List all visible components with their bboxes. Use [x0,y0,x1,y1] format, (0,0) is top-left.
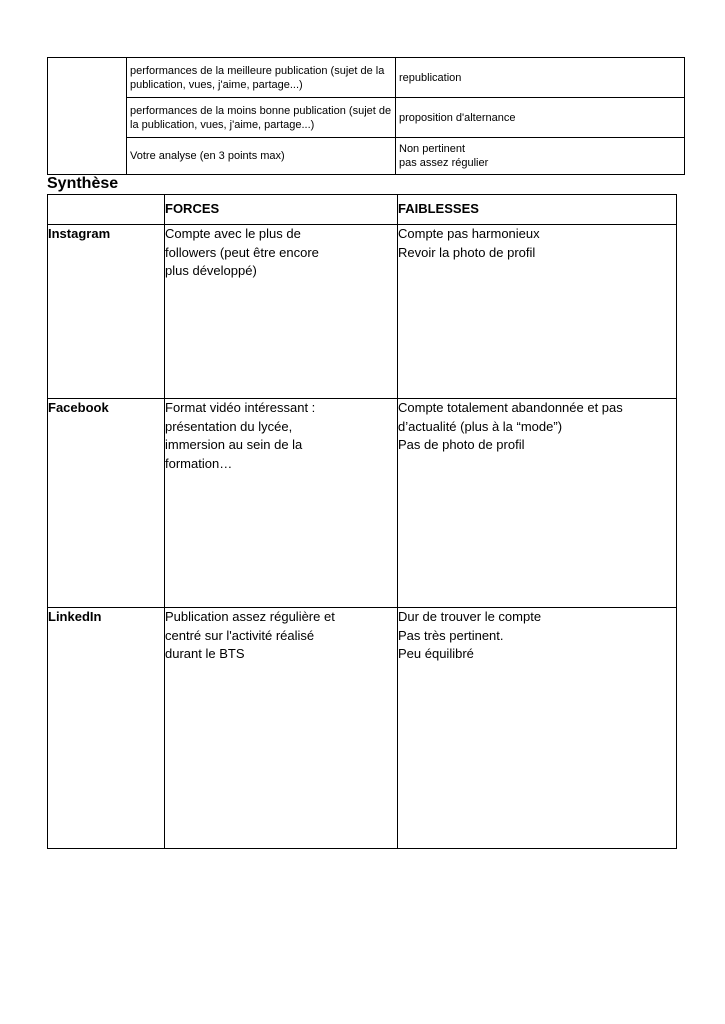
network-cell [48,608,165,849]
value-line: pas assez régulier [399,157,489,169]
forces-line: durant le BTS [165,646,245,661]
row-value [396,138,685,175]
header-faiblesses: FAIBLESSES [398,195,677,225]
faiblesses-line: d’actualité (plus à la “mode”) [398,418,563,434]
faiblesses-cell [398,225,677,399]
network-name: Facebook [48,400,109,415]
network-name: Instagram [48,226,111,241]
faiblesses-line: Compte pas harmonieux [398,226,540,241]
faiblesses-cell [398,608,677,849]
forces-line: immersion au sein de la [165,437,303,452]
forces-line: formation… [165,455,233,471]
row-label: performances de la moins bonne publication (sujet de la publication, vues, j'aime, partage...) [127,98,396,138]
synthesis-table [47,194,677,849]
analysis-table-continuation [47,57,685,175]
forces-line: plus développé) [165,263,257,278]
forces-line: followers (peut être encore [165,244,319,260]
header-row [48,195,677,225]
table-row-facebook [48,399,677,608]
row-value [396,58,685,98]
row-value [396,98,685,138]
table-row-linkedin [48,608,677,849]
forces-line: Format vidéo intéressant : [165,400,316,415]
forces-cell [165,608,398,849]
faiblesses-line: Revoir la photo de profil [398,244,536,260]
forces-line: Compte avec le plus de [165,226,301,241]
forces-cell [165,399,398,608]
faiblesses-cell [398,399,677,608]
value-line: republication [399,71,462,84]
faiblesses-line: Pas très pertinent. [398,627,504,643]
section-title: Synthèse [47,175,119,192]
forces-line: Publication assez régulière et [165,609,335,624]
network-cell [48,225,165,399]
value-line: proposition d'alternance [399,111,516,124]
row-label: Votre analyse (en 3 points max) [127,138,396,175]
table-row [48,58,685,98]
faiblesses-line: Dur de trouver le compte [398,609,542,624]
header-forces: FORCES [165,195,398,225]
faiblesses-line: Compte totalement abandonnée et pas [398,400,623,415]
value-line: Non pertinent [399,143,466,155]
faiblesses-line: Pas de photo de profil [398,437,525,452]
network-cell [48,399,165,608]
header-empty-cell [48,195,165,225]
row-label: performances de la meilleure publication (sujet de la publication, vues, j'aime, partage...) [127,58,396,98]
forces-line: centré sur l'activité réalisé [165,627,315,643]
table-row [48,138,685,175]
network-name: LinkedIn [48,609,102,624]
table-row [48,98,685,138]
empty-merged-cell [48,58,127,175]
forces-line: présentation du lycée, [165,418,293,434]
table-row-instagram [48,225,677,399]
forces-cell [165,225,398,399]
faiblesses-line: Peu équilibré [398,646,474,661]
